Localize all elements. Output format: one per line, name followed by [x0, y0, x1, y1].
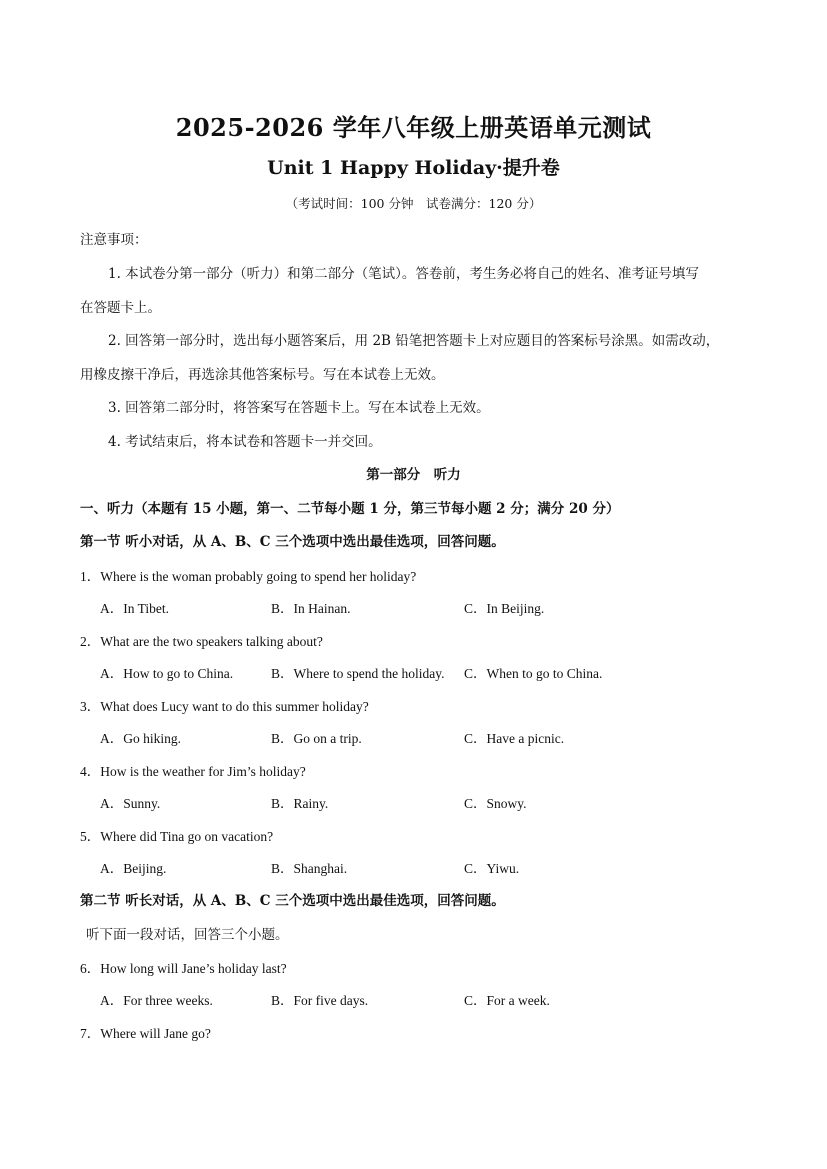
- option-b: B．Where to spend the holiday.: [271, 666, 445, 681]
- question-stem: 7．Where will Jane go?: [80, 1026, 211, 1041]
- note-item: 2. 回答第一部分时，选出每小题答案后，用 2B 铅笔把答题卡上对应题目的答案标号涂黑。如需改动，: [108, 333, 720, 349]
- option-b: B．For five days.: [271, 993, 369, 1008]
- option-b: B．Rainy.: [271, 796, 329, 811]
- option-a: A．For three weeks.: [100, 993, 213, 1008]
- option-a: A．Sunny.: [100, 796, 161, 811]
- part-one-heading: 第一部分 听力: [366, 467, 461, 483]
- section1-title: 第一节 听小对话，从 A、B、C 三个选项中选出最佳选项，回答问题。: [80, 534, 505, 550]
- option-c: C．In Beijing.: [464, 601, 545, 616]
- question-stem: 5．Where did Tina go on vacation?: [80, 829, 274, 844]
- exam-info: （考试时间：100 分钟 试卷满分：120 分）: [285, 196, 542, 211]
- option-c: C．For a week.: [464, 993, 550, 1008]
- note-item-continued: 用橡皮擦干净后，再选涂其他答案标号。写在本试卷上无效。: [80, 367, 445, 383]
- option-a: A．Beijing.: [100, 861, 167, 876]
- option-b: B．Go on a trip.: [271, 731, 362, 746]
- section2-intro: 听下面一段对话，回答三个小题。: [86, 927, 289, 943]
- note-item: 3. 回答第二部分时，将答案写在答题卡上。写在本试卷上无效。: [108, 400, 490, 416]
- option-a: A．Go hiking.: [100, 731, 181, 746]
- option-a: A．How to go to China.: [100, 666, 234, 681]
- option-c: C．When to go to China.: [464, 666, 603, 681]
- question-stem: 3．What does Lucy want to do this summer holiday?: [80, 699, 369, 714]
- question-stem: 2．What are the two speakers talking about?: [80, 634, 323, 649]
- question-stem: 1．Where is the woman probably going to spend her holiday?: [80, 569, 417, 584]
- notes-heading: 注意事项：: [80, 232, 148, 248]
- option-c: C．Yiwu.: [464, 861, 520, 876]
- note-item: 4. 考试结束后，将本试卷和答题卡一并交回。: [108, 434, 382, 450]
- option-c: C．Have a picnic.: [464, 731, 565, 746]
- page-title: 2025-2026 学年八年级上册英语单元测试: [175, 113, 652, 142]
- option-a: A．In Tibet.: [100, 601, 170, 616]
- page-subtitle: Unit 1 Happy Holiday·提升卷: [267, 157, 560, 179]
- option-b: B．Shanghai.: [271, 861, 348, 876]
- section2-title: 第二节 听长对话，从 A、B、C 三个选项中选出最佳选项，回答问题。: [80, 893, 505, 909]
- note-item-continued: 在答题卡上。: [80, 300, 161, 316]
- option-c: C．Snowy.: [464, 796, 527, 811]
- question-stem: 6．How long will Jane’s holiday last?: [80, 961, 287, 976]
- option-b: B．In Hainan.: [271, 601, 351, 616]
- note-item: 1. 本试卷分第一部分（听力）和第二部分（笔试）。答卷前，考生务必将自己的姓名、准考证号填写: [108, 266, 699, 282]
- section-title: 一、听力（本题有 15 小题，第一、二节每小题 1 分，第三节每小题 2 分；满分 20 分）: [80, 501, 620, 517]
- question-stem: 4．How is the weather for Jim’s holiday?: [80, 764, 306, 779]
